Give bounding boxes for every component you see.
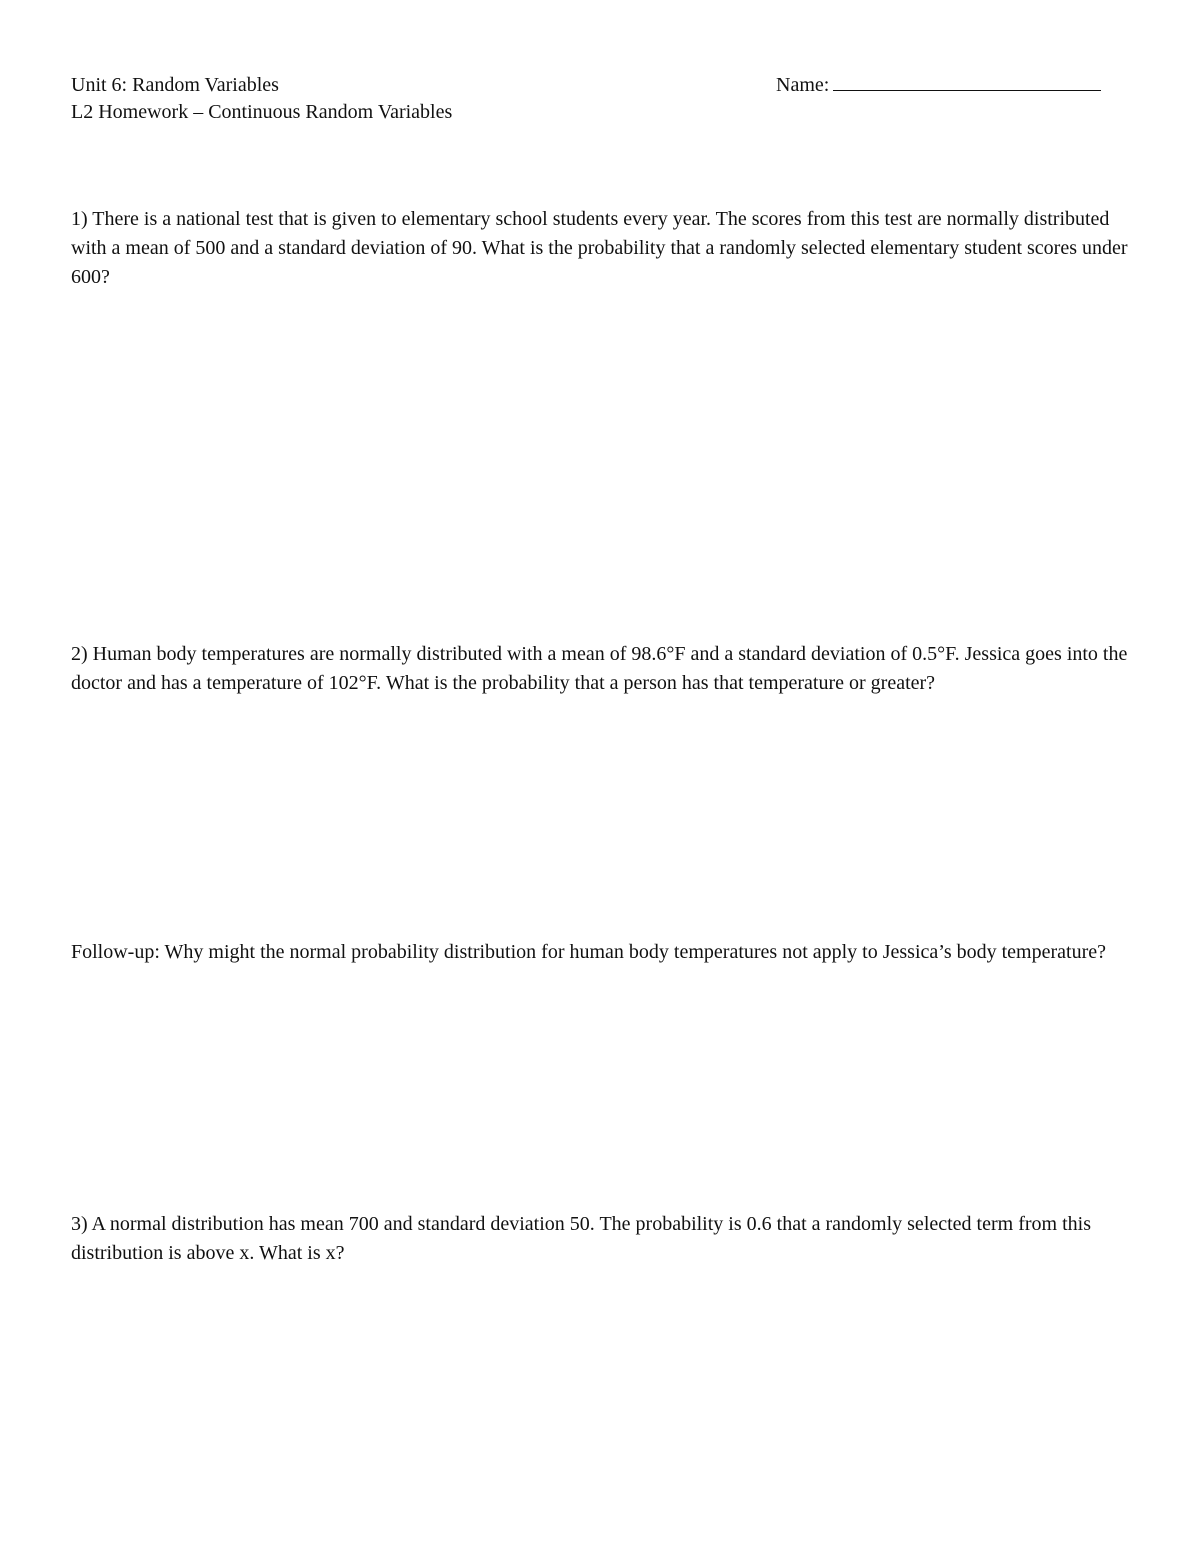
assignment-title: L2 Homework – Continuous Random Variables — [71, 101, 453, 123]
unit-title: Unit 6: Random Variables — [71, 74, 279, 96]
question-2-follow-up: Follow-up: Why might the normal probability distribution for human body temperatures not apply to Jessica’s body temperature? — [71, 941, 1106, 963]
name-blank-line[interactable] — [833, 72, 1101, 91]
name-label: Name: — [776, 74, 830, 96]
question-3: 3) A normal distribution has mean 700 and standard deviation 50. The probability is 0.6 that a randomly selected term from this distribution is above x. What is x? — [71, 1213, 1091, 1264]
question-1: 1) There is a national test that is given to elementary school students every year. The scores from this test are normally distributed with a mean of 500 and a standard deviation of 90. What is the probability that a randomly selected elementary student scores under 600? — [71, 208, 1128, 288]
question-2: 2) Human body temperatures are normally distributed with a mean of 98.6°F and a standard deviation of 0.5°F. Jessica goes into the doctor and has a temperature of 102°F. What is the probability that a person has that temperature or greater? — [71, 643, 1128, 694]
name-field[interactable] — [776, 72, 1101, 99]
